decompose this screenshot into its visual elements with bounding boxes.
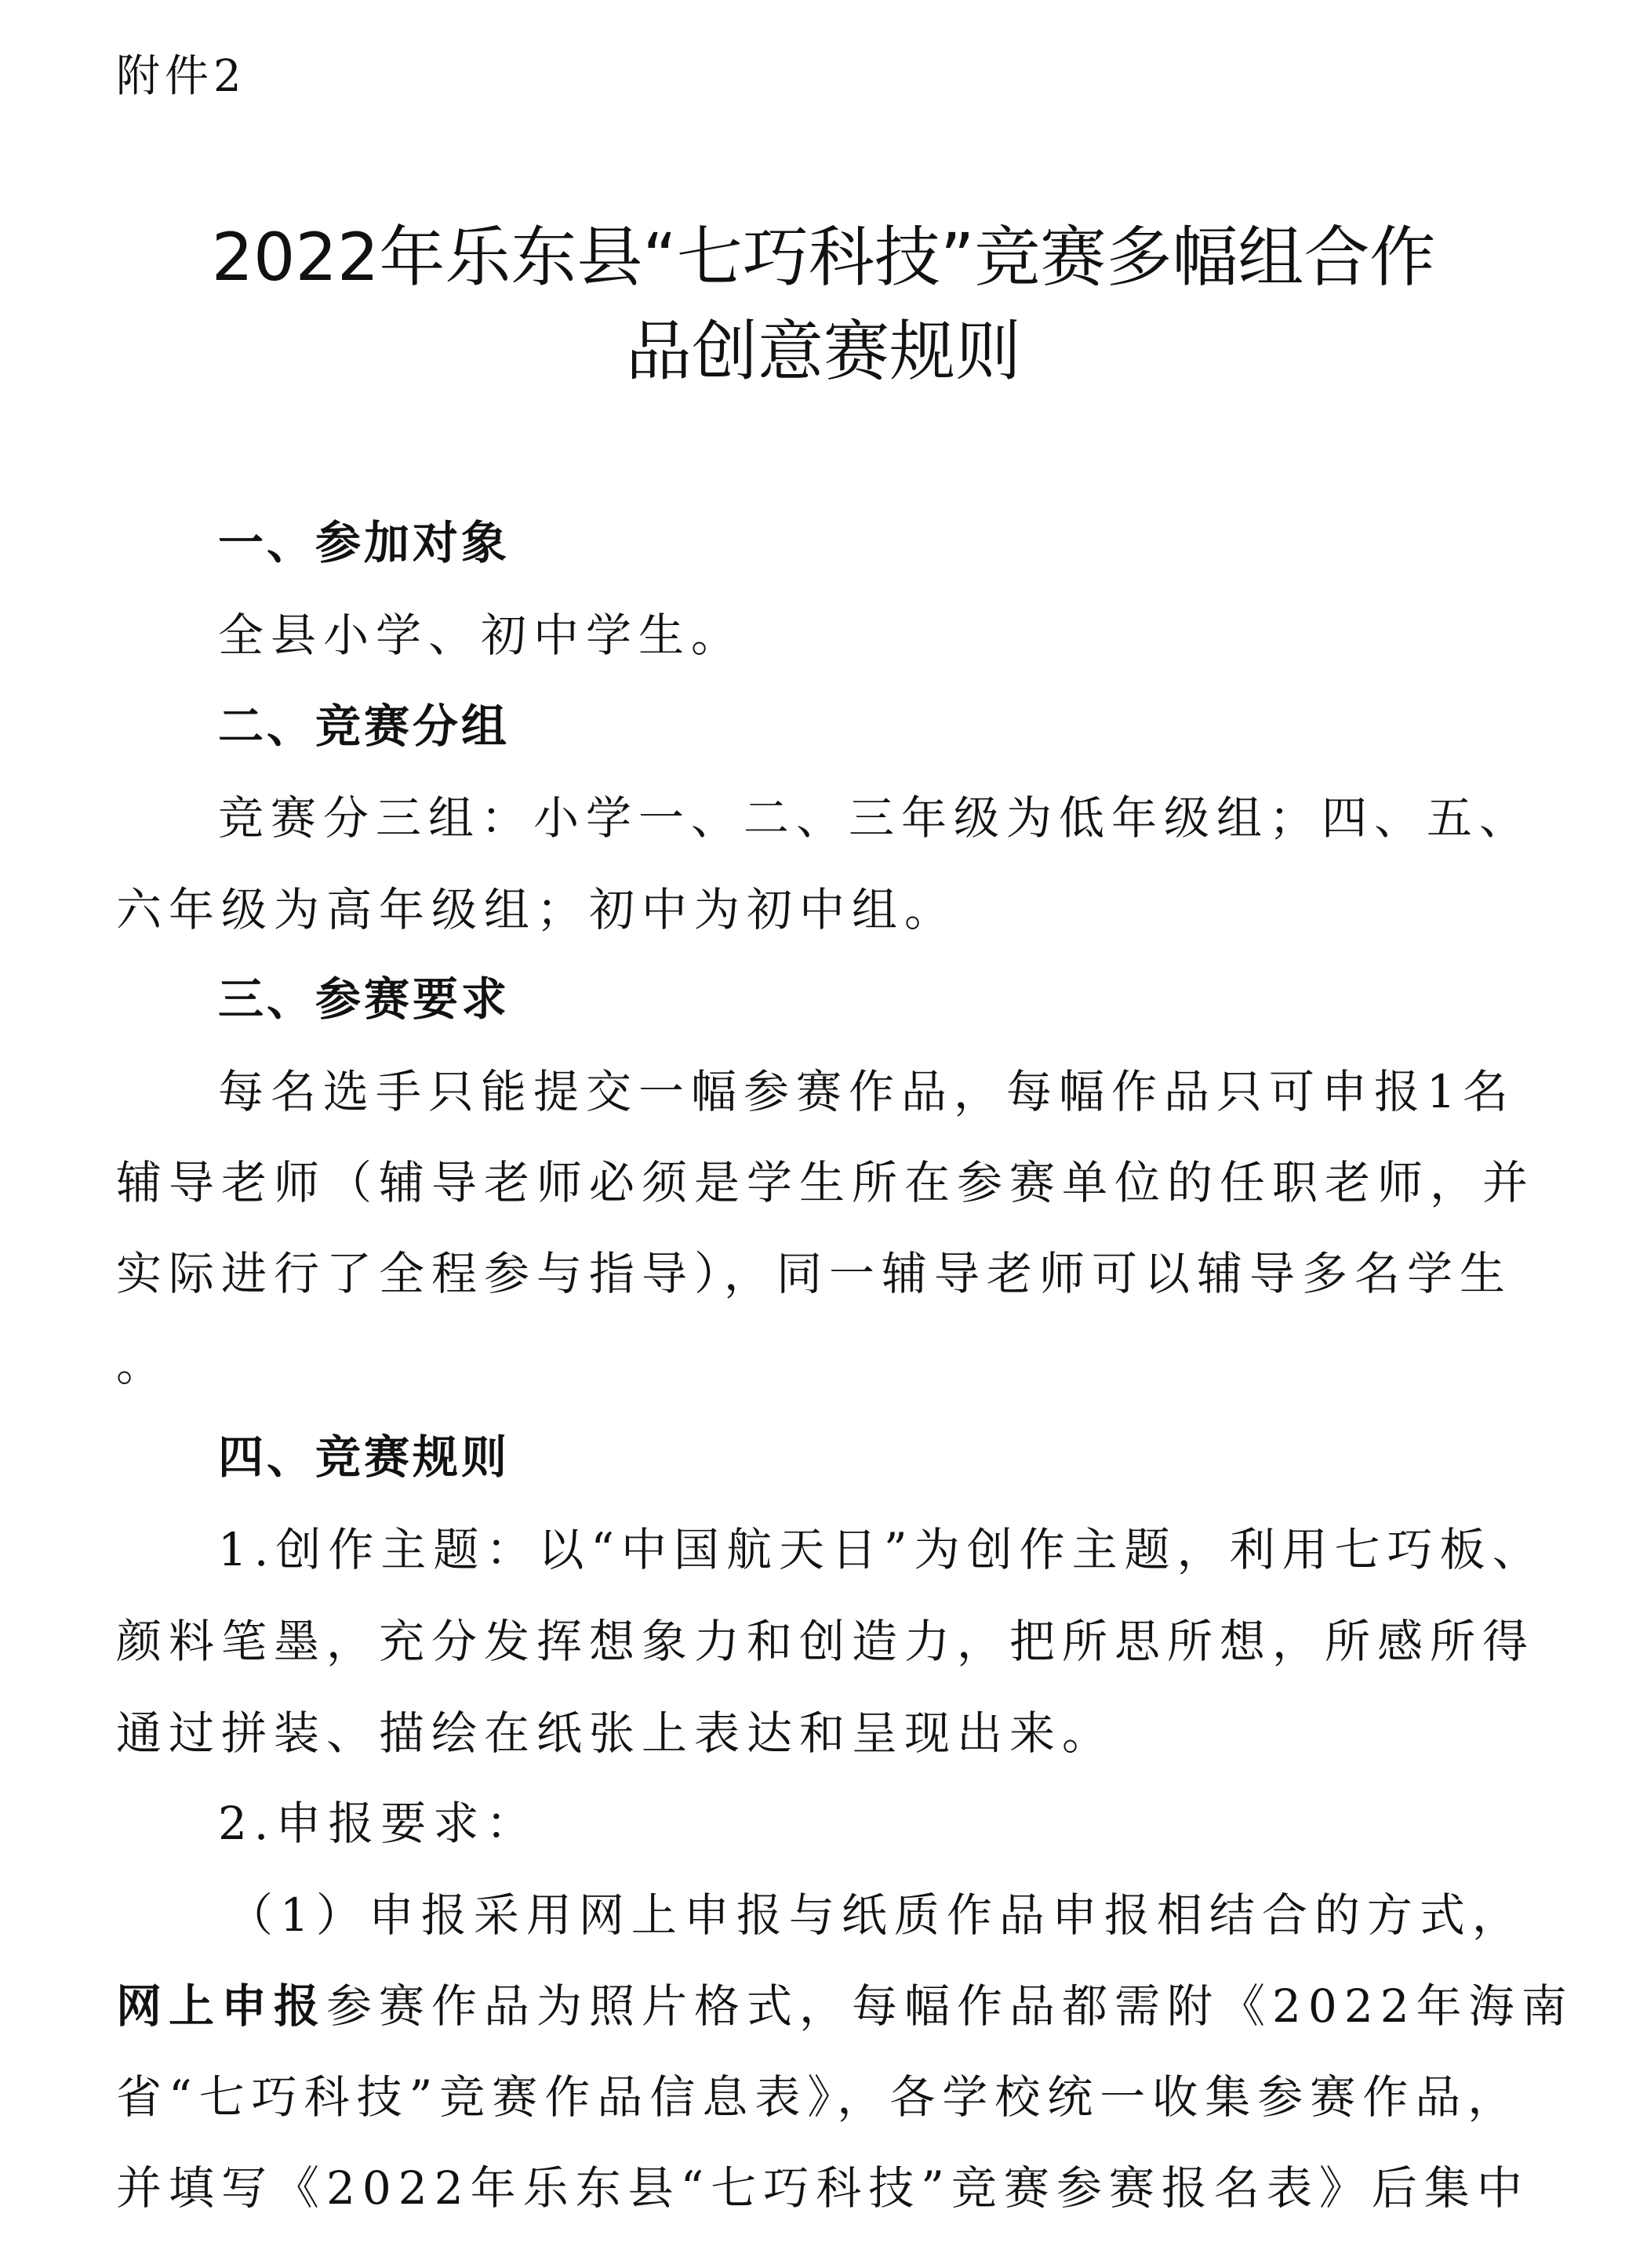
- section-2-body-line-1: 竞赛分三组：小学一、二、三年级为低年级组；四、五、: [218, 791, 1532, 845]
- section-3-body-line-1: 每名选手只能提交一幅参赛作品，每幅作品只可申报1名: [218, 1065, 1515, 1118]
- section-4-p3-line-3: 省“七巧科技”竞赛作品信息表》，各学校统一收集参赛作品，: [116, 2070, 1521, 2124]
- section-3-body-line-3: 实际进行了全程参与指导），同一辅导老师可以辅导多名学生: [116, 1247, 1513, 1300]
- online-submission-emphasis: 网上申报: [116, 1979, 327, 2033]
- attachment-label: 附件2: [116, 51, 246, 102]
- section-2-heading: 二、竞赛分组: [218, 700, 511, 753]
- section-4-heading: 四、竞赛规则: [218, 1430, 511, 1484]
- section-3-body-line-4: 。: [116, 1338, 169, 1391]
- section-4-p1-line-1: 1.创作主题：以“中国航天日”为创作主题，利用七巧板、: [218, 1523, 1545, 1576]
- section-4-p2: 2.申报要求：: [218, 1797, 539, 1850]
- section-1-body: 全县小学、初中学生。: [218, 609, 744, 662]
- section-3-body-line-2: 辅导老师（辅导老师必须是学生所在参赛单位的任职老师，并: [116, 1156, 1536, 1209]
- section-4-p3-line-2-rest: 参赛作品为照片格式，每幅作品都需附《2022年海南: [326, 1979, 1574, 2033]
- section-4-p3-line-2: [116, 1975, 1574, 2037]
- section-4-p3-line-1: （1）申报采用网上申报与纸质作品申报相结合的方式，: [227, 1888, 1525, 1942]
- section-4-p1-line-2: 颜料笔墨，充分发挥想象力和创造力，把所思所想，所感所得: [116, 1615, 1536, 1668]
- section-4-p1-line-3: 通过拼装、描绘在纸张上表达和呈现出来。: [116, 1706, 1115, 1760]
- section-4-p3-line-4: 并填写《2022年乐东县“七巧科技”竞赛参赛报名表》后集中: [116, 2161, 1529, 2215]
- section-1-heading: 一、参加对象: [218, 516, 511, 569]
- section-2-body-line-2: 六年级为高年级组；初中为初中组。: [116, 883, 958, 936]
- section-3-heading: 三、参赛要求: [218, 972, 511, 1026]
- title-line-1: 2022年乐东县“七巧科技”竞赛多幅组合作: [211, 219, 1436, 296]
- title-line-2: 品创意赛规则: [625, 313, 1021, 390]
